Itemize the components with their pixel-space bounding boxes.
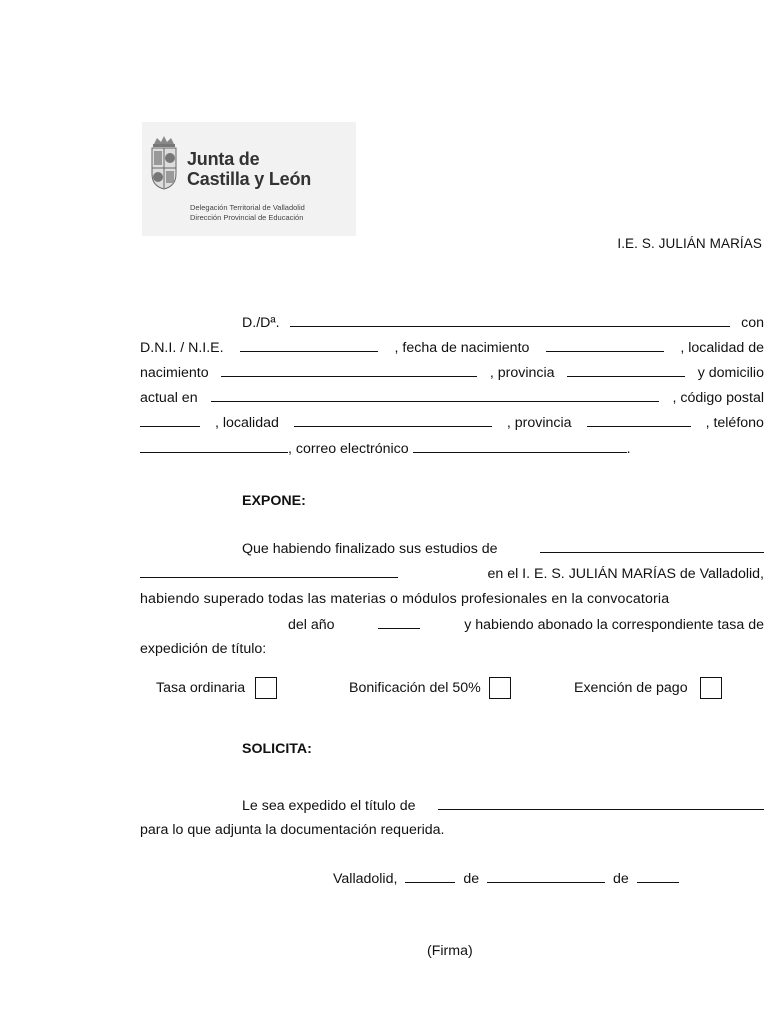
birth-place-field[interactable] — [221, 363, 477, 377]
discount-fee-checkbox[interactable] — [489, 677, 511, 699]
fee-option-ordinary — [156, 677, 277, 699]
expone-line-5: expedición de título: — [140, 641, 267, 657]
fee-option-exempt — [574, 677, 722, 699]
logo-title-line2: Castilla y León — [187, 169, 312, 189]
month-field[interactable] — [487, 869, 605, 883]
exempt-fee-label: Exención de pago — [574, 680, 688, 696]
signature-label: (Firma) — [427, 943, 473, 959]
ordinary-fee-checkbox[interactable] — [255, 677, 277, 699]
locality-line — [140, 413, 764, 432]
locality-field[interactable] — [294, 413, 492, 427]
email-label: , correo electrónico — [288, 441, 409, 457]
junta-logo — [142, 122, 356, 236]
studies-label: Que habiendo finalizado sus estudios de — [242, 541, 498, 557]
expone-line-1 — [242, 539, 764, 558]
name-label: D./Dª. — [242, 315, 280, 331]
year-field[interactable] — [378, 615, 420, 629]
coat-of-arms-icon — [149, 134, 179, 190]
period: . — [626, 441, 631, 457]
title-label: Le sea expedido el título de — [242, 798, 416, 814]
email-field[interactable] — [413, 439, 627, 453]
solicita-line-2: para lo que adjunta la documentación requerida. — [140, 822, 445, 838]
province-label-2: , provincia — [506, 415, 572, 431]
postal-code-field[interactable] — [140, 413, 200, 427]
expone-heading: EXPONE: — [242, 493, 306, 509]
name-line — [242, 313, 764, 332]
date-line — [333, 869, 693, 888]
logo-sub-line2: Dirección Provincial de Educación — [190, 212, 304, 222]
dni-label: D.N.I. / N.I.E. — [140, 340, 224, 356]
province-label: , provincia — [489, 365, 555, 381]
fee-option-discount — [349, 677, 511, 699]
logo-sub-line1: Delegación Territorial de Valladolid — [190, 203, 305, 212]
year-date-field[interactable] — [637, 869, 679, 883]
phone-field[interactable] — [140, 439, 288, 453]
con-label: con — [741, 315, 764, 331]
birth-place-label-2: nacimiento — [140, 365, 209, 381]
fee-text: y habiendo abonado la correspondiente tasa de — [464, 617, 764, 633]
locality-label: , localidad — [215, 415, 279, 431]
province-field-2[interactable] — [587, 413, 691, 427]
city-label: Valladolid, — [333, 871, 398, 887]
logo-title-line1: Junta de — [187, 149, 260, 169]
title-field[interactable] — [438, 796, 764, 810]
email-line — [140, 439, 764, 458]
logo-title — [187, 149, 311, 189]
birth-date-label: , fecha de nacimiento — [394, 340, 530, 356]
dni-line — [140, 338, 764, 357]
address-line — [140, 388, 764, 407]
address-label: y domicilio — [697, 365, 764, 381]
birthplace-line — [140, 363, 764, 382]
solicita-line-1 — [242, 796, 764, 815]
birth-place-label: , localidad de — [680, 340, 764, 356]
dni-field[interactable] — [240, 338, 378, 352]
exempt-fee-checkbox[interactable] — [700, 677, 722, 699]
expone-line-2 — [140, 564, 764, 583]
studies-field[interactable] — [540, 539, 764, 553]
logo-subtitle — [190, 203, 305, 222]
de-label-1: de — [463, 871, 480, 887]
expone-line-3: habiendo superado todas las materias o módulos profesionales en la convocatoria — [140, 591, 670, 607]
year-label: del año — [288, 617, 335, 633]
de-label-2: de — [613, 871, 629, 887]
studies-field-2[interactable] — [140, 564, 398, 578]
province-field[interactable] — [567, 363, 685, 377]
phone-label: , teléfono — [705, 415, 764, 431]
discount-fee-label: Bonificación del 50% — [349, 680, 481, 696]
address-label-2: actual en — [140, 390, 198, 406]
ordinary-fee-label: Tasa ordinaria — [156, 680, 246, 696]
day-field[interactable] — [405, 869, 455, 883]
expone-line-4 — [288, 615, 764, 634]
birth-date-field[interactable] — [546, 338, 664, 352]
postal-label: , código postal — [672, 390, 764, 406]
name-field[interactable] — [290, 313, 730, 327]
solicita-heading: SOLICITA: — [242, 741, 312, 757]
address-field[interactable] — [211, 388, 659, 402]
institute-text: en el I. E. S. JULIÁN MARÍAS de Valladolid, — [487, 566, 764, 582]
school-name: I.E. S. JULIÁN MARÍAS — [617, 236, 762, 251]
